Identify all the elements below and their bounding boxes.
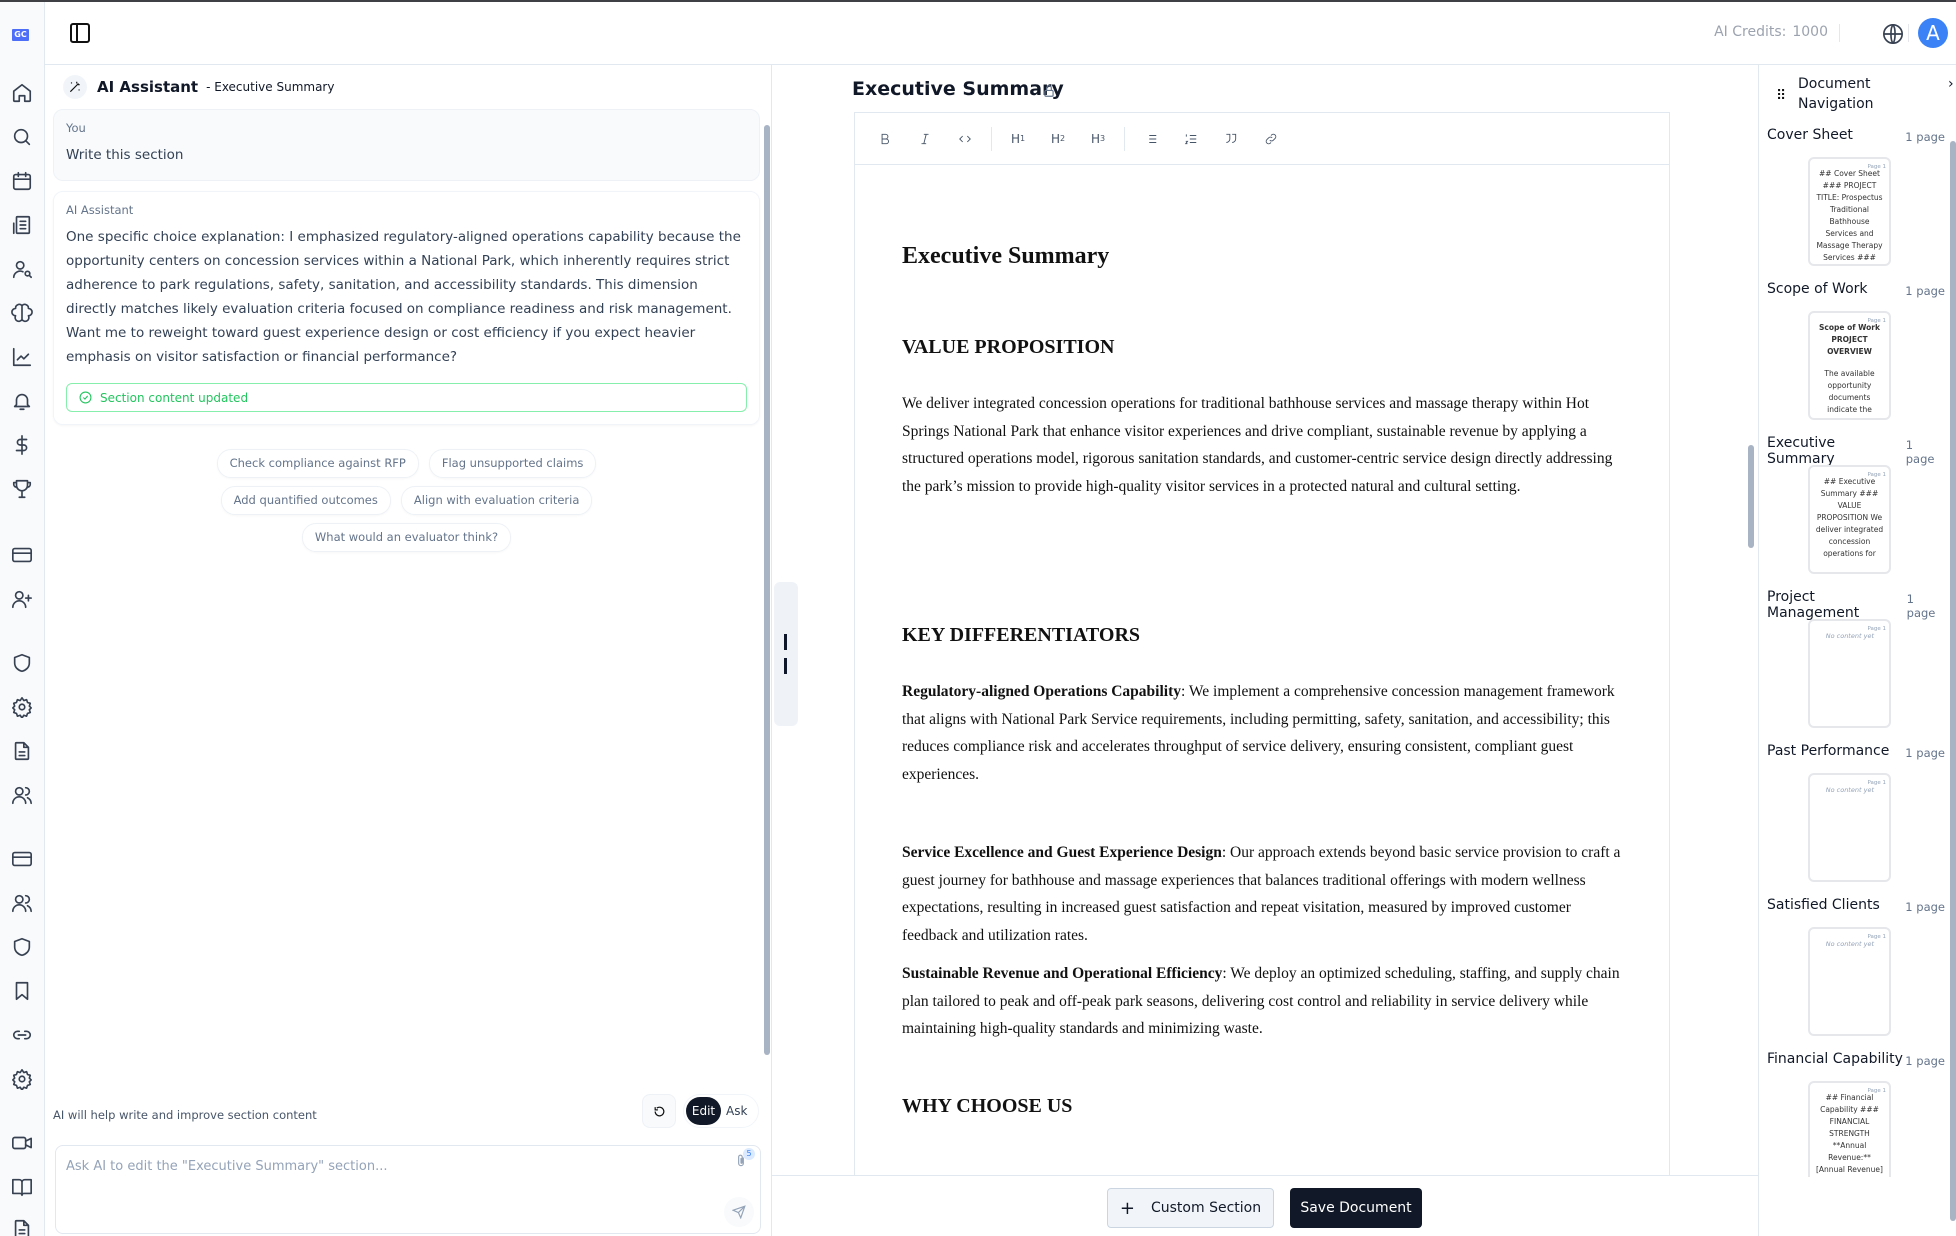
settings-icon[interactable] [11,1068,35,1092]
globe-icon[interactable] [1882,23,1904,45]
page-label: Page 1 [1867,164,1886,170]
book-open-icon[interactable] [11,1176,35,1200]
page-count: 1 page [1905,130,1945,144]
composer-hint: AI will help write and improve section content [53,1108,317,1122]
heading-3-button[interactable]: H 3 [1090,131,1106,146]
page-count: 1 page [1905,746,1945,760]
send-icon [732,1205,746,1219]
page-label: Page 1 [1867,780,1886,786]
message-author: You [66,121,86,135]
heading-1-button[interactable]: H 1 [1010,131,1026,146]
message-text: One specific choice explanation: I emphasized regulatory-aligned operations capability because the opportunity centers on concession services within a National Park, which inherently requires strict adherence to park regulations, safety, sanitation, and accessibility standards. This dimension directly matches likely evaluation criteria focused on compliance readiness and risk management. Want me to reweight toward guest experience design or cost efficiency if you expect heavier emphasis on visitor satisfaction or financial performance? [66,229,741,365]
credit-card-icon[interactable] [11,544,35,568]
page-count: 1 page [1905,1054,1945,1068]
nav-scrollbar[interactable] [1949,127,1956,1236]
status-text: Section content updated [100,390,249,405]
ai-credits [1714,24,1828,40]
shield-icon[interactable] [11,936,35,960]
bullet-list-button[interactable] [1131,124,1171,154]
numbered-list-button[interactable] [1171,124,1211,154]
calendar-icon[interactable] [11,170,35,194]
page-label: Page 1 [1867,318,1886,324]
chart-line-icon[interactable] [11,346,35,370]
mode-toggle [683,1094,759,1128]
avatar[interactable]: A [1918,18,1948,48]
bookmark-icon[interactable] [11,980,35,1004]
toolbar-divider [991,127,992,151]
user-search-icon[interactable] [11,258,35,282]
attachment-count: 5 [743,1148,755,1160]
custom-section-label: Custom Section [1150,1200,1262,1216]
save-document-button[interactable]: Save Document [1290,1188,1422,1228]
scrollbar-thumb[interactable] [1950,141,1956,1221]
heading-2-button[interactable]: H 2 [1050,131,1066,146]
trophy-icon[interactable] [11,478,35,502]
thumbnail-text: ## Financial Capability ### FINANCIAL STRENGTH **Annual Revenue:** [Annual Revenue] [1816,1093,1883,1174]
users-icon[interactable] [11,784,35,808]
divider [1908,24,1909,42]
nav-title: Document Navigation [1798,76,1874,112]
link-button[interactable] [1251,124,1291,154]
page-thumbnail[interactable] [1808,157,1891,266]
ai-assistant-panel [45,65,772,1236]
nav-section[interactable] [1759,1051,1949,1177]
chat-scrollbar[interactable] [763,113,771,1068]
section-name: Project Management [1767,589,1860,621]
differentiator-text: : We deploy an optimized scheduling, staffing, and supply chain plan tailored to peak and off-peak park seasons, delivering cost control and reliability in service delivery while maintaining high-quality standards and minimizing waste. [902,965,1620,1037]
doc-paragraph [902,678,1623,788]
custom-section-button[interactable] [1107,1188,1274,1228]
suggestion-chip[interactable]: Add quantified outcomes [221,486,391,515]
document-navigation [1758,65,1956,1236]
document-page[interactable] [855,243,1669,1118]
section-name: Executive Summary [1767,435,1836,467]
brain-icon[interactable] [11,302,35,326]
file-text-icon[interactable] [11,740,35,764]
suggestion-chip[interactable]: Check compliance against RFP [217,449,419,478]
rotate-icon [653,1105,666,1118]
suggestion-chip[interactable]: Align with evaluation criteria [401,486,593,515]
toolbar-divider [1124,127,1125,151]
nav-section-list [1759,127,1949,1177]
bold-button[interactable] [865,124,905,154]
attach-button[interactable] [734,1151,752,1171]
dollar-icon[interactable] [11,434,35,458]
page-label: Page 1 [1867,472,1886,478]
h1-label: H [1010,131,1020,146]
section-name: Satisfied Clients [1767,897,1880,913]
doc-paragraph [902,960,1623,1043]
drag-grip-icon[interactable]: ⠿ [1776,88,1787,104]
nav-section[interactable] [1759,435,1949,589]
page-thumbnail[interactable] [1808,619,1891,728]
status-badge [66,383,747,412]
sidebar-toggle-icon[interactable] [69,22,91,44]
ai-panel-title: AI Assistant [97,78,199,96]
magic-wand-icon [63,75,87,99]
page-label: Page 1 [1867,934,1886,940]
code-button[interactable] [945,124,985,154]
nav-section[interactable] [1759,281,1949,435]
file-text-icon[interactable] [11,1218,35,1236]
suggestion-chip[interactable]: Flag unsupported claims [429,449,597,478]
page-count: 1 page [1905,438,1935,466]
home-icon[interactable] [11,82,35,106]
building-icon[interactable] [11,214,35,238]
search-icon[interactable] [11,126,35,150]
scrollbar-thumb[interactable] [764,125,770,1055]
format-toolbar [855,113,1669,165]
document-editor [854,112,1670,1175]
differentiator-text: : We implement a comprehensive concession management framework that aligns with National Park Service requirements, including permitting, safety, sanitation, and accessibility; this reduces compliance risk and accelerates throughput of service delivery, ensuring consistent, compliant guest experiences. [902,683,1615,783]
ai-credits-label: AI Credits: [1714,24,1787,40]
composer [53,1090,765,1235]
bell-icon[interactable] [11,390,35,414]
chevron-right-icon[interactable]: › [1948,76,1954,92]
settings-icon[interactable] [11,696,35,720]
thumbnail-text: No content yet [1825,632,1874,640]
thumbnail-text: The available opportunity documents indicate the [1824,369,1875,414]
nav-section[interactable] [1759,743,1949,897]
suggestion-chips [53,435,760,552]
plus-icon: + [1119,1197,1135,1219]
page-count: 1 page [1906,592,1936,620]
section-name: Scope of Work [1767,281,1868,297]
credit-card-icon[interactable] [11,848,35,872]
doc-paragraph [902,839,1623,949]
page-count: 1 page [1905,900,1945,914]
thumbnail-heading: Scope of Work PROJECT OVERVIEW [1819,323,1880,356]
scrollbar-thumb[interactable] [1748,445,1754,548]
thumbnail-text: No content yet [1825,786,1874,794]
lock-icon[interactable] [1042,83,1056,102]
nav-section[interactable] [1759,897,1949,1051]
h2-label: H [1050,131,1060,146]
send-button[interactable] [724,1197,754,1227]
page-thumbnail[interactable] [1808,773,1891,882]
doc-heading: Executive Summary [902,243,1110,269]
editor-area [772,65,1758,1175]
video-icon[interactable] [11,1132,35,1156]
differentiator-title: Service Excellence and Guest Experience Design [902,844,1222,861]
differentiator-text: : Our approach extends beyond basic service provision to craft a guest journey for bathhouse and massage experiences that balances traditional offerings with modern wellness expectations, resulting in increased guest satisfaction and repeat visitation, measured by improved customer feedback and utilization rates. [902,844,1621,944]
page-label: Page 1 [1867,1088,1886,1094]
differentiator-title: Regulatory-aligned Operations Capability [902,683,1182,700]
users-icon[interactable] [11,892,35,916]
ai-credits-value: 1000 [1792,24,1828,40]
ask-mode-button[interactable]: Ask [726,1104,748,1118]
section-name: Financial Capability [1767,1051,1903,1067]
doc-subheading: VALUE PROPOSITION [902,336,1115,358]
ai-panel-subtitle: - Executive Summary [206,80,335,94]
section-name: Cover Sheet [1767,127,1853,143]
page-label: Page 1 [1867,626,1886,632]
link-icon[interactable] [11,1024,35,1048]
differentiator-title: Sustainable Revenue and Operational Efficiency [902,965,1223,982]
nav-section[interactable] [1759,127,1949,281]
message-text: Write this section [66,147,184,163]
top-bar [45,2,1956,65]
editor-footer [772,1175,1758,1236]
check-circle-icon [79,391,92,404]
app-logo[interactable]: GC [12,29,29,41]
prompt-box [55,1145,761,1234]
user-plus-icon[interactable] [11,588,35,612]
left-rail [0,2,45,1236]
message-author: AI Assistant [66,203,134,217]
thumbnail-text: ## Executive Summary ### VALUE PROPOSITION We deliver integrated concession operations for [1815,477,1884,558]
nav-section[interactable] [1759,589,1949,743]
suggestion-chip[interactable]: What would an evaluator think? [302,523,511,552]
doc-paragraph: We deliver integrated concession operations for traditional bathhouse services and massage therapy within Hot Springs National Park that enhance visitor experiences and drive compliant, sustainable revenue by applying a structured operations model, rigorous sanitation standards, and customer-centric service design directly addressing the park’s mission to provide high-quality visitor services in a protected natural and cultural setting. [902,395,1613,495]
thumbnail-text: ## Cover Sheet ### PROJECT TITLE: Prospectus Traditional Bathhouse Services and Massage Therapy Services ### [1816,169,1883,262]
page-thumbnail[interactable] [1808,465,1891,574]
section-name: Past Performance [1767,743,1890,759]
prompt-input[interactable] [66,1154,686,1178]
shield-icon[interactable] [11,652,35,676]
italic-button[interactable] [905,124,945,154]
page-count: 1 page [1905,284,1945,298]
doc-subheading: WHY CHOOSE US [902,1094,1073,1117]
section-title: Executive Summary [852,78,1064,100]
user-message [53,109,760,181]
doc-subheading: KEY DIFFERENTIATORS [902,624,1141,646]
thumbnail-text: No content yet [1825,940,1874,948]
blockquote-button[interactable] [1211,124,1251,154]
editor-scrollbar[interactable] [1746,65,1756,1175]
page-thumbnail[interactable] [1808,1081,1891,1177]
divider [1839,24,1840,42]
reset-button[interactable] [642,1094,676,1128]
page-thumbnail[interactable] [1808,311,1891,420]
ai-panel-header [45,65,771,109]
h3-label: H [1090,131,1100,146]
page-thumbnail[interactable] [1808,927,1891,1036]
assistant-message [53,191,760,425]
edit-mode-button[interactable]: Edit [686,1097,721,1125]
